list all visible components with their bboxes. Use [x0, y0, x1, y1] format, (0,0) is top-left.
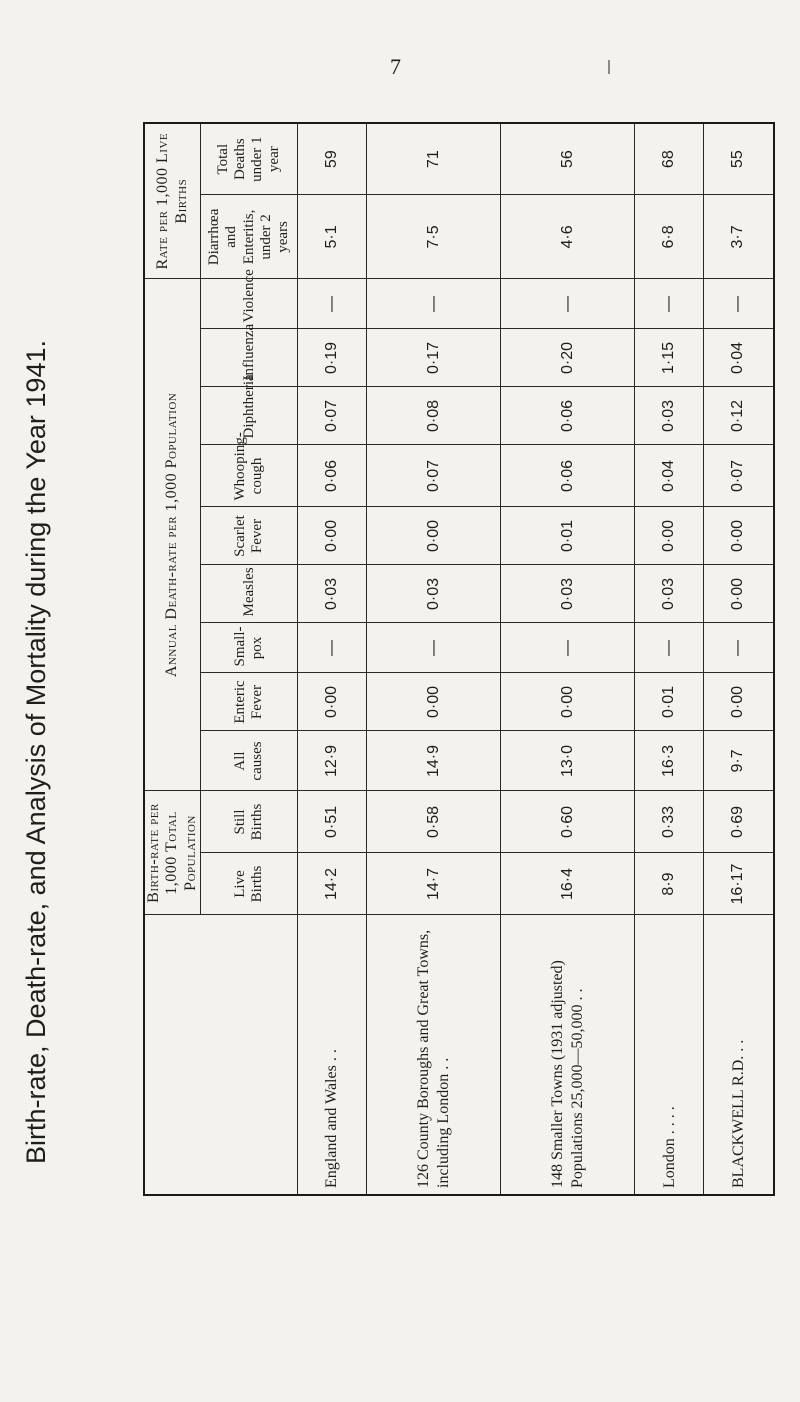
rate-value: —	[298, 623, 367, 673]
column-header: Still Births	[201, 791, 298, 853]
rate-value: 4·6	[501, 195, 635, 279]
column-header: Small-pox	[201, 623, 298, 673]
rate-value: 14·7	[366, 853, 500, 915]
rate-value: 68	[635, 123, 704, 195]
rate-value: 56	[501, 123, 635, 195]
mortality-table-rotated	[143, 124, 775, 1196]
area-header	[144, 915, 298, 1195]
column-header: Whooping-cough	[201, 445, 298, 507]
rate-value: 0·07	[366, 445, 500, 507]
rate-value: 0·03	[298, 565, 367, 623]
rate-value: 0·00	[635, 507, 704, 565]
area-name: 126 County Boroughs and Great Towns, including London . .	[366, 915, 500, 1195]
column-header: Measles	[201, 565, 298, 623]
rate-value: 8·9	[635, 853, 704, 915]
rate-value: 0·01	[501, 507, 635, 565]
rate-value: 0·00	[366, 673, 500, 731]
rate-value: 1·15	[635, 329, 704, 387]
rate-value: 55	[703, 123, 774, 195]
rate-value: 0·06	[501, 387, 635, 445]
rate-value: 7·5	[366, 195, 500, 279]
page-number: 7	[390, 54, 401, 79]
column-header: Scarlet Fever	[201, 507, 298, 565]
column-header: Enteric Fever	[201, 673, 298, 731]
rate-value: 0·51	[298, 791, 367, 853]
rate-value: 5·1	[298, 195, 367, 279]
column-header: Influenza	[201, 329, 298, 387]
rate-value: 0·04	[703, 329, 774, 387]
table-row	[298, 123, 367, 1195]
rate-value: —	[703, 279, 774, 329]
page-title	[19, 102, 53, 1402]
rate-value: 0·58	[366, 791, 500, 853]
rate-value: 0·60	[501, 791, 635, 853]
rate-value: 12·9	[298, 731, 367, 791]
rate-value: —	[635, 623, 704, 673]
rate-value: —	[366, 279, 500, 329]
rate-value: —	[366, 623, 500, 673]
rate-value: 0·69	[703, 791, 774, 853]
area-name: 148 Smaller Towns (1931 adjusted) Populations 25,000—50,000 . .	[501, 915, 635, 1195]
rate-value: —	[501, 623, 635, 673]
rate-value: 16·4	[501, 853, 635, 915]
rate-value: 0·00	[703, 565, 774, 623]
mortality-table	[143, 122, 775, 1196]
column-header: Live Births	[201, 853, 298, 915]
death-rate-group-header: Annual Death-rate per 1,000 Population	[144, 279, 201, 791]
rate-value: 0·06	[298, 445, 367, 507]
rate-value: 16·17	[703, 853, 774, 915]
rate-value: —	[501, 279, 635, 329]
rate-value: 0·08	[366, 387, 500, 445]
area-name: England and Wales . .	[298, 915, 367, 1195]
rate-value: 16·3	[635, 731, 704, 791]
rate-value: 0·00	[703, 507, 774, 565]
rate-value: 0·00	[366, 507, 500, 565]
rate-value: 0·07	[298, 387, 367, 445]
column-header: Violence	[201, 279, 298, 329]
rate-value: 14·9	[366, 731, 500, 791]
margin-mark	[608, 60, 610, 74]
rate-value: 9·7	[703, 731, 774, 791]
rate-value: 3·7	[703, 195, 774, 279]
area-name: BLACKWELL R.D. . .	[703, 915, 774, 1195]
rate-value: 14·2	[298, 853, 367, 915]
rate-value: 13·0	[501, 731, 635, 791]
rate-value: 0·00	[298, 507, 367, 565]
table-row	[501, 123, 635, 1195]
rate-value: 6·8	[635, 195, 704, 279]
page-title-text: Birth-rate, Death-rate, and Analysis of Mortality during the Year 1941.	[21, 340, 51, 1164]
table-row	[366, 123, 500, 1195]
column-header: Diphtheria	[201, 387, 298, 445]
rate-value: —	[635, 279, 704, 329]
table-row	[703, 123, 774, 1195]
rate-value: 0·01	[635, 673, 704, 731]
rate-value: 0·20	[501, 329, 635, 387]
rate-value: 0·12	[703, 387, 774, 445]
rate-value: 71	[366, 123, 500, 195]
birth-rate-group-header: Birth-rate per 1,000 Total Population	[144, 791, 201, 915]
rate-value: 0·00	[703, 673, 774, 731]
table-row	[635, 123, 704, 1195]
area-name: London . . . .	[635, 915, 704, 1195]
rate-value: 0·19	[298, 329, 367, 387]
rate-value: 0·03	[635, 387, 704, 445]
rate-value: —	[298, 279, 367, 329]
rate-value: 0·03	[635, 565, 704, 623]
rate-value: 0·00	[501, 673, 635, 731]
rate-value: 0·33	[635, 791, 704, 853]
column-header: Diarrhœa and Enteritis, under 2 years	[201, 195, 298, 279]
rate-value: 0·07	[703, 445, 774, 507]
rate-value: 0·03	[501, 565, 635, 623]
rate-value: 0·00	[298, 673, 367, 731]
column-header: Total Deaths under 1 year	[201, 123, 298, 195]
infant-rate-group-header: Rate per 1,000 Live Births	[144, 123, 201, 279]
rate-value: 59	[298, 123, 367, 195]
rate-value: 0·03	[366, 565, 500, 623]
rate-value: 0·04	[635, 445, 704, 507]
rate-value: 0·17	[366, 329, 500, 387]
rate-value: 0·06	[501, 445, 635, 507]
rate-value: —	[703, 623, 774, 673]
column-header: All causes	[201, 731, 298, 791]
